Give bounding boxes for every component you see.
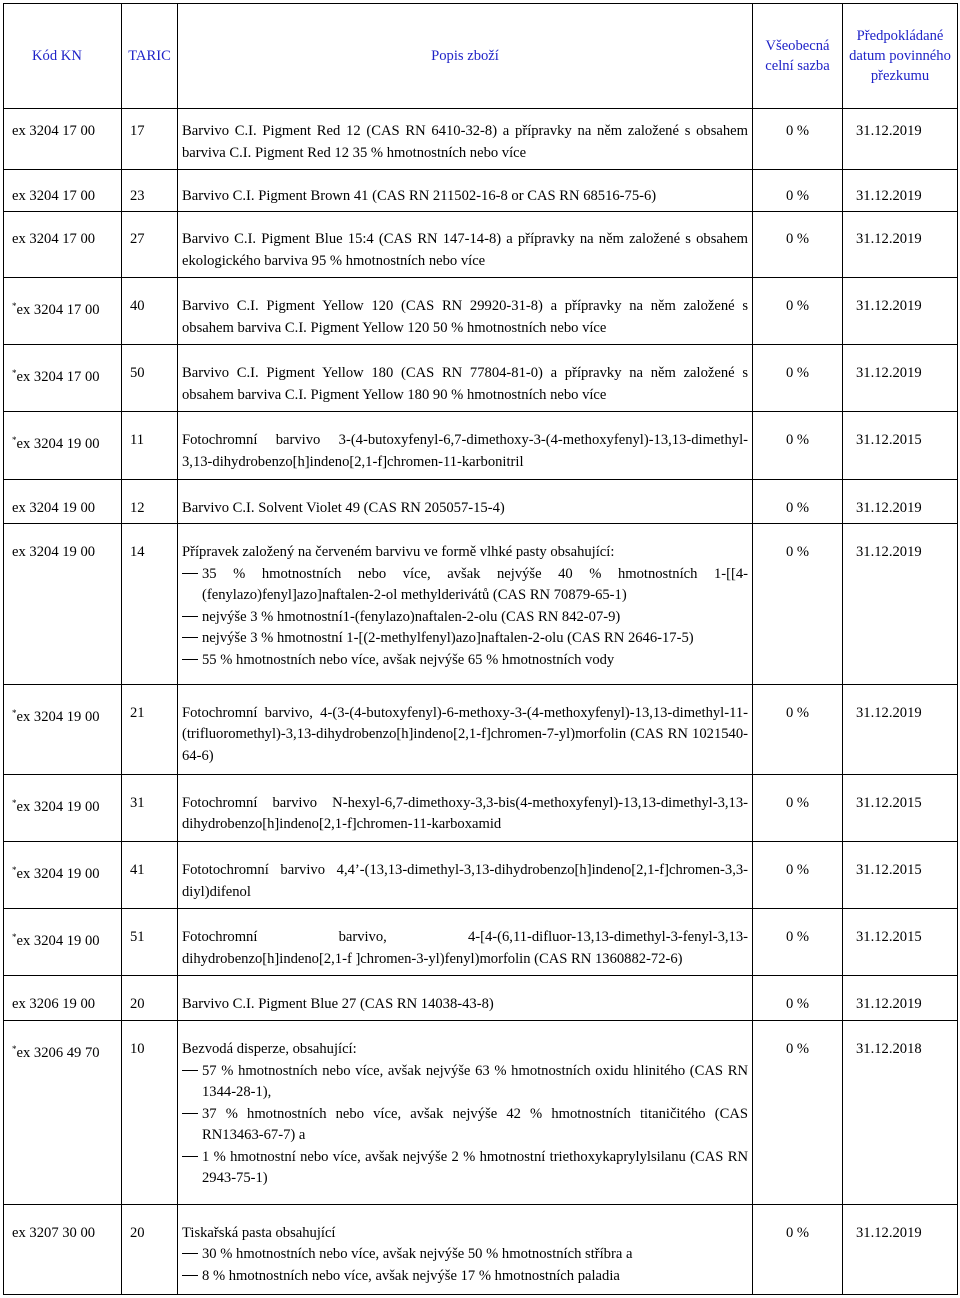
cell-kod-kn: [4, 212, 122, 278]
kn-code: ex 3204 19 00: [16, 866, 100, 883]
asterisk-mark: *: [12, 301, 17, 312]
cell-sazba: 0 %: [753, 169, 843, 212]
cell-popis: [178, 412, 753, 479]
cell-popis: [178, 109, 753, 170]
sub-item-text: 30 % hmotnostních nebo více, avšak nejvýše 50 % hmotnostních stříbra a: [202, 1246, 633, 1262]
cell-popis: [178, 774, 753, 841]
table-row: [4, 1021, 958, 1204]
cell-kod-kn: [4, 109, 122, 170]
kn-code: ex 3204 19 00: [12, 544, 96, 561]
table-row: [4, 169, 958, 212]
description-text: Barvivo C.I. Pigment Blue 27 (CAS RN 14038-43-8): [182, 996, 494, 1013]
table-row: [4, 842, 958, 909]
dash-icon: [182, 1061, 202, 1104]
cell-datum: 31.12.2018: [843, 1021, 958, 1204]
kn-code: ex 3204 17 00: [16, 369, 100, 386]
cell-sazba: 0 %: [753, 976, 843, 1021]
description-text: Barvivo C.I. Pigment Blue 15:4 (CAS RN 147-14-8) a přípravky na něm založené s obsahem ekologického barviva 95 % hmotnostních nebo více: [182, 231, 748, 269]
cell-kod-kn: [4, 524, 122, 684]
kn-code: ex 3204 19 00: [16, 436, 100, 453]
cell-kod-kn: [4, 976, 122, 1021]
header-row: [4, 4, 958, 109]
cell-kod-kn: [4, 1204, 122, 1295]
header-popis: Popis zboží: [178, 4, 753, 109]
cell-taric: 51: [122, 909, 178, 976]
table-row: [4, 1204, 958, 1295]
sub-item-text: 8 % hmotnostních nebo více, avšak nejvýše 17 % hmotnostních paladia: [202, 1267, 620, 1284]
sub-item-text: 55 % hmotnostních nebo více, avšak nejvýše 65 % hmotnostních vody: [202, 651, 615, 668]
cell-kod-kn: [4, 479, 122, 524]
dash-icon: [182, 650, 202, 672]
cell-kod-kn: [4, 774, 122, 841]
cell-taric: 41: [122, 842, 178, 909]
table-row: [4, 684, 958, 774]
sub-item-text: 37 % hmotnostních nebo více, avšak nejvýše 42 % hmotnostních titaničitého (CAS RN13463-67-7) a: [202, 1105, 748, 1144]
table-row: [4, 774, 958, 841]
cell-sazba: 0 %: [753, 524, 843, 684]
kn-code: ex 3206 49 70: [16, 1045, 100, 1062]
cell-datum: 31.12.2019: [843, 479, 958, 524]
dash-icon: [182, 564, 202, 607]
cell-taric: 17: [122, 109, 178, 170]
cell-sazba: 0 %: [753, 684, 843, 774]
cell-taric: 10: [122, 1021, 178, 1204]
asterisk-mark: *: [12, 797, 17, 808]
cell-popis: [178, 684, 753, 774]
cell-popis: [178, 1021, 753, 1204]
table-row: [4, 909, 958, 976]
kn-code: ex 3204 17 00: [12, 123, 96, 139]
kn-code: ex 3204 19 00: [12, 499, 96, 516]
cell-popis: [178, 1204, 753, 1295]
kn-code: ex 3204 19 00: [16, 933, 100, 950]
dash-icon: [182, 1104, 202, 1147]
description-text: Fotochromní barvivo, 4-(3-(4-butoxyfenyl)-6-methoxy-3-(4-methoxyfenyl)-13,13-dimethyl-11-(trifluoromethyl)-3,13-dihydrobenzo[h]indeno[2,1-f]chromen-7-yl)morfolin (CAS RN 1021540-64-6): [182, 704, 748, 764]
cell-popis: [178, 976, 753, 1021]
table-row: [4, 479, 958, 524]
asterisk-mark: *: [12, 932, 17, 943]
table-row: [4, 278, 958, 345]
cell-sazba: 0 %: [753, 212, 843, 278]
sub-item: [182, 1244, 748, 1266]
sub-item: [182, 607, 748, 629]
description-text: Barvivo C.I. Pigment Yellow 180 (CAS RN 77804-81-0) a přípravky na něm založené s obsahem barviva C.I. Pigment Yellow 180 90 % hmotnostních nebo více: [182, 365, 748, 403]
table-row: [4, 412, 958, 479]
cell-datum: 31.12.2019: [843, 278, 958, 345]
cell-datum: 31.12.2015: [843, 909, 958, 976]
cell-datum: 31.12.2019: [843, 1204, 958, 1295]
cell-taric: 12: [122, 479, 178, 524]
cell-datum: 31.12.2019: [843, 524, 958, 684]
asterisk-mark: *: [12, 865, 17, 876]
cell-kod-kn: [4, 278, 122, 345]
cell-sazba: 0 %: [753, 842, 843, 909]
sub-item-text: 57 % hmotnostních nebo více, avšak nejvýše 63 % hmotnostních oxidu hlinitého (CAS RN 1344-28-1),: [202, 1062, 748, 1101]
cell-kod-kn: [4, 842, 122, 909]
sub-item: [182, 1061, 748, 1104]
cell-sazba: 0 %: [753, 109, 843, 170]
cell-datum: 31.12.2019: [843, 169, 958, 212]
cell-taric: 23: [122, 169, 178, 212]
description-text: Barvivo C.I. Pigment Yellow 120 (CAS RN 29920-31-8) a přípravky na něm založené s obsahem barviva C.I. Pigment Yellow 120 50 % hmotnostních nebo více: [182, 298, 748, 336]
cell-datum: 31.12.2019: [843, 976, 958, 1021]
kn-code: ex 3204 17 00: [16, 302, 100, 319]
cell-taric: 50: [122, 345, 178, 412]
dash-icon: [182, 1266, 202, 1288]
cell-datum: 31.12.2019: [843, 345, 958, 412]
asterisk-mark: *: [12, 368, 17, 379]
sub-item: [182, 650, 748, 672]
table-row: [4, 976, 958, 1021]
cell-datum: 31.12.2019: [843, 212, 958, 278]
cell-sazba: 0 %: [753, 345, 843, 412]
kn-code: ex 3207 30 00: [12, 1224, 96, 1241]
cell-taric: 21: [122, 684, 178, 774]
cell-taric: 20: [122, 1204, 178, 1295]
description-text: Bezvodá disperze, obsahující:: [182, 1041, 357, 1058]
cell-popis: [178, 909, 753, 976]
kn-code: ex 3204 19 00: [16, 798, 100, 815]
cell-datum: 31.12.2015: [843, 412, 958, 479]
cell-popis: [178, 524, 753, 684]
cell-taric: 11: [122, 412, 178, 479]
dash-icon: [182, 607, 202, 629]
table-row: [4, 212, 958, 278]
header-taric: TARIC: [122, 4, 178, 109]
sub-item: [182, 1266, 748, 1288]
description-text: Barvivo C.I. Pigment Brown 41 (CAS RN 211502-16-8 or CAS RN 68516-75-6): [182, 187, 657, 204]
kn-code: ex 3204 17 00: [12, 187, 96, 204]
dash-icon: [182, 1244, 202, 1266]
cell-kod-kn: [4, 684, 122, 774]
asterisk-mark: *: [12, 435, 17, 446]
sub-item-text: nejvýše 3 % hmotnostní 1-[(2-methylfenyl)azo]naftalen-2-olu (CAS RN 2646-17-5): [202, 630, 694, 647]
sub-item-text: nejvýše 3 % hmotnostní1-(fenylazo)naftalen-2-olu (CAS RN 842-07-9): [202, 608, 621, 625]
cell-kod-kn: [4, 345, 122, 412]
description-text: Fotochromní barvivo, 4-[4-(6,11-difluor-13,13-dimethyl-3-fenyl-3,13-dihydrobenzo[h]indeno[2,1-f ]chromen-3-yl)fenyl)morfolin (CAS RN 1360882-72-6): [182, 929, 748, 967]
dash-icon: [182, 628, 202, 650]
cell-kod-kn: [4, 169, 122, 212]
tariff-table: [3, 3, 958, 1295]
cell-datum: 31.12.2019: [843, 684, 958, 774]
sub-item: [182, 1147, 748, 1190]
cell-sazba: 0 %: [753, 1204, 843, 1295]
header-datum: Předpokládané datum povinného přezkumu: [843, 4, 958, 109]
asterisk-mark: *: [12, 707, 17, 718]
header-sazba: Všeobecná celní sazba: [753, 4, 843, 109]
cell-taric: 14: [122, 524, 178, 684]
description-text: Tiskařská pasta obsahující: [182, 1224, 336, 1241]
kn-code: ex 3204 19 00: [16, 708, 100, 725]
table-body: [4, 109, 958, 1295]
cell-kod-kn: [4, 412, 122, 479]
cell-sazba: 0 %: [753, 1021, 843, 1204]
sub-item: [182, 1104, 748, 1147]
cell-popis: [178, 278, 753, 345]
cell-taric: 31: [122, 774, 178, 841]
cell-popis: [178, 479, 753, 524]
cell-datum: 31.12.2015: [843, 842, 958, 909]
cell-sazba: 0 %: [753, 412, 843, 479]
cell-kod-kn: [4, 1021, 122, 1204]
cell-sazba: 0 %: [753, 479, 843, 524]
cell-popis: [178, 169, 753, 212]
cell-popis: [178, 345, 753, 412]
cell-taric: 27: [122, 212, 178, 278]
table-row: [4, 524, 958, 684]
table-row: [4, 109, 958, 170]
header-kod-kn: Kód KN: [4, 4, 122, 109]
description-text: Barvivo C.I. Pigment Red 12 (CAS RN 6410-32-8) a přípravky na něm založené s obsahem barviva C.I. Pigment Red 12 35 % hmotnostních nebo více: [182, 123, 748, 161]
cell-datum: 31.12.2015: [843, 774, 958, 841]
sub-item: [182, 564, 748, 607]
table-row: [4, 345, 958, 412]
cell-sazba: 0 %: [753, 774, 843, 841]
asterisk-mark: *: [12, 1044, 17, 1055]
cell-taric: 20: [122, 976, 178, 1021]
kn-code: ex 3206 19 00: [12, 996, 96, 1013]
sub-item-text: 1 % hmotnostní nebo více, avšak nejvýše 2 % hmotnostní triethoxykaprylylsilanu (CAS RN 2943-75-1): [202, 1148, 748, 1187]
description-text: Fototochromní barvivo 4,4’-(13,13-dimethyl-3,13-dihydrobenzo[h]indeno[2,1-f]chromen-3,3-diyl)difenol: [182, 862, 748, 900]
cell-popis: [178, 212, 753, 278]
kn-code: ex 3204 17 00: [12, 231, 96, 248]
dash-icon: [182, 1147, 202, 1190]
cell-sazba: 0 %: [753, 909, 843, 976]
cell-popis: [178, 842, 753, 909]
sub-item-text: 35 % hmotnostních nebo více, avšak nejvýše 40 % hmotnostních 1-[[4-(fenylazo)fenyl]azo]naftalen-2-ol methylderivátů (CAS RN 70879-65-1): [202, 565, 748, 604]
cell-datum: 31.12.2019: [843, 109, 958, 170]
cell-sazba: 0 %: [753, 278, 843, 345]
description-text: Přípravek založený na červeném barvivu ve formě vlhké pasty obsahující:: [182, 544, 615, 561]
description-text: Barvivo C.I. Solvent Violet 49 (CAS RN 205057-15-4): [182, 499, 505, 516]
sub-item: [182, 628, 748, 650]
description-text: Fotochromní barvivo 3-(4-butoxyfenyl-6,7-dimethoxy-3-(4-methoxyfenyl)-13,13-dimethyl-3,13-dihydrobenzo[h]indeno[2,1-f]chromen-11-karbonitril: [182, 432, 748, 470]
cell-taric: 40: [122, 278, 178, 345]
cell-kod-kn: [4, 909, 122, 976]
description-text: Fotochromní barvivo N-hexyl-6,7-dimethoxy-3,3-bis(4-methoxyfenyl)-13,13-dimethyl-3,13-dihydrobenzo[h]indeno[2,1-f]chromen-11-karboxamid: [182, 794, 748, 833]
